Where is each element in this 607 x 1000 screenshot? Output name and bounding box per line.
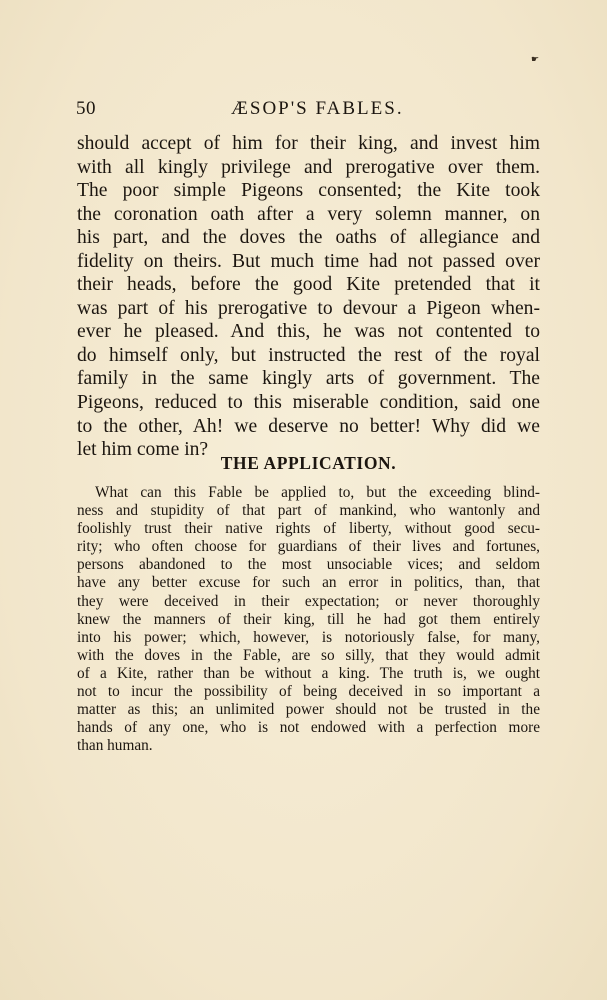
printer-mark-icon: ☛ bbox=[531, 55, 540, 65]
page-header bbox=[76, 98, 542, 122]
application-line: into his power; which, however, is notoriously false, for many, bbox=[77, 628, 540, 646]
application-heading: THE APPLICATION. bbox=[220, 453, 397, 473]
application-line: than human. bbox=[77, 737, 153, 755]
fable-line: family in the same kingly arts of government. The bbox=[77, 368, 540, 390]
fable-text bbox=[77, 132, 540, 462]
application-line: rity; who often choose for guardians of their lives and fortunes, bbox=[77, 538, 540, 556]
fable-line: his part, and the doves the oaths of allegiance and bbox=[77, 227, 540, 249]
fable-line: fidelity on theirs. But much time had not passed over bbox=[77, 250, 540, 272]
fable-line: The poor simple Pigeons consented; the Kite took bbox=[77, 180, 540, 202]
fable-line: was part of his prerogative to devour a Pigeon when- bbox=[77, 297, 540, 319]
application-line: foolishly trust their native rights of liberty, without good secu- bbox=[77, 520, 540, 538]
fable-line: should accept of him for their king, and invest him bbox=[77, 133, 540, 154]
running-title: ÆSOP'S FABLES. bbox=[231, 98, 404, 119]
fable-line: do himself only, but instructed the rest of the royal bbox=[77, 344, 540, 366]
fable-line: to the other, Ah! we deserve no better! Why did we bbox=[77, 415, 540, 437]
page-number: 50 bbox=[76, 98, 96, 119]
application-line: have any better excuse for such an error in politics, than, that bbox=[77, 574, 540, 592]
application-line: ness and stupidity of that part of mankind, who wantonly and bbox=[77, 502, 540, 520]
fable-line: Pigeons, reduced to this miserable condition, said one bbox=[77, 392, 540, 414]
fable-line: ever he pleased. And this, he was not contented to bbox=[77, 321, 540, 343]
application-line: persons abandoned to the most unsociable vices; and seldom bbox=[77, 556, 540, 574]
application-line: matter as this; an unlimited power should not be trusted in the bbox=[77, 701, 540, 719]
application-line: knew the manners of their king, till he had got them entirely bbox=[77, 610, 540, 628]
application-line: they were deceived in their expectation; or never thoroughly bbox=[77, 592, 540, 610]
fable-line: their heads, before the good Kite pretended that it bbox=[77, 274, 540, 296]
application-line: What can this Fable be applied to, but the exceeding blind- bbox=[95, 484, 540, 501]
application-text bbox=[77, 484, 540, 755]
application-line: with the doves in the Fable, are so silly, that they would admit bbox=[77, 646, 540, 664]
fable-line: the coronation oath after a very solemn manner, on bbox=[77, 203, 540, 225]
application-line: not to incur the possibility of being deceived in so important a bbox=[77, 683, 540, 701]
application-line: of a Kite, rather than be without a king. The truth is, we ought bbox=[77, 664, 540, 682]
fable-line: with all kingly privilege and prerogative over them. bbox=[77, 156, 540, 178]
application-line: hands of any one, who is not endowed with a perfection more bbox=[77, 719, 540, 737]
fable-line: let him come in? bbox=[77, 439, 209, 461]
